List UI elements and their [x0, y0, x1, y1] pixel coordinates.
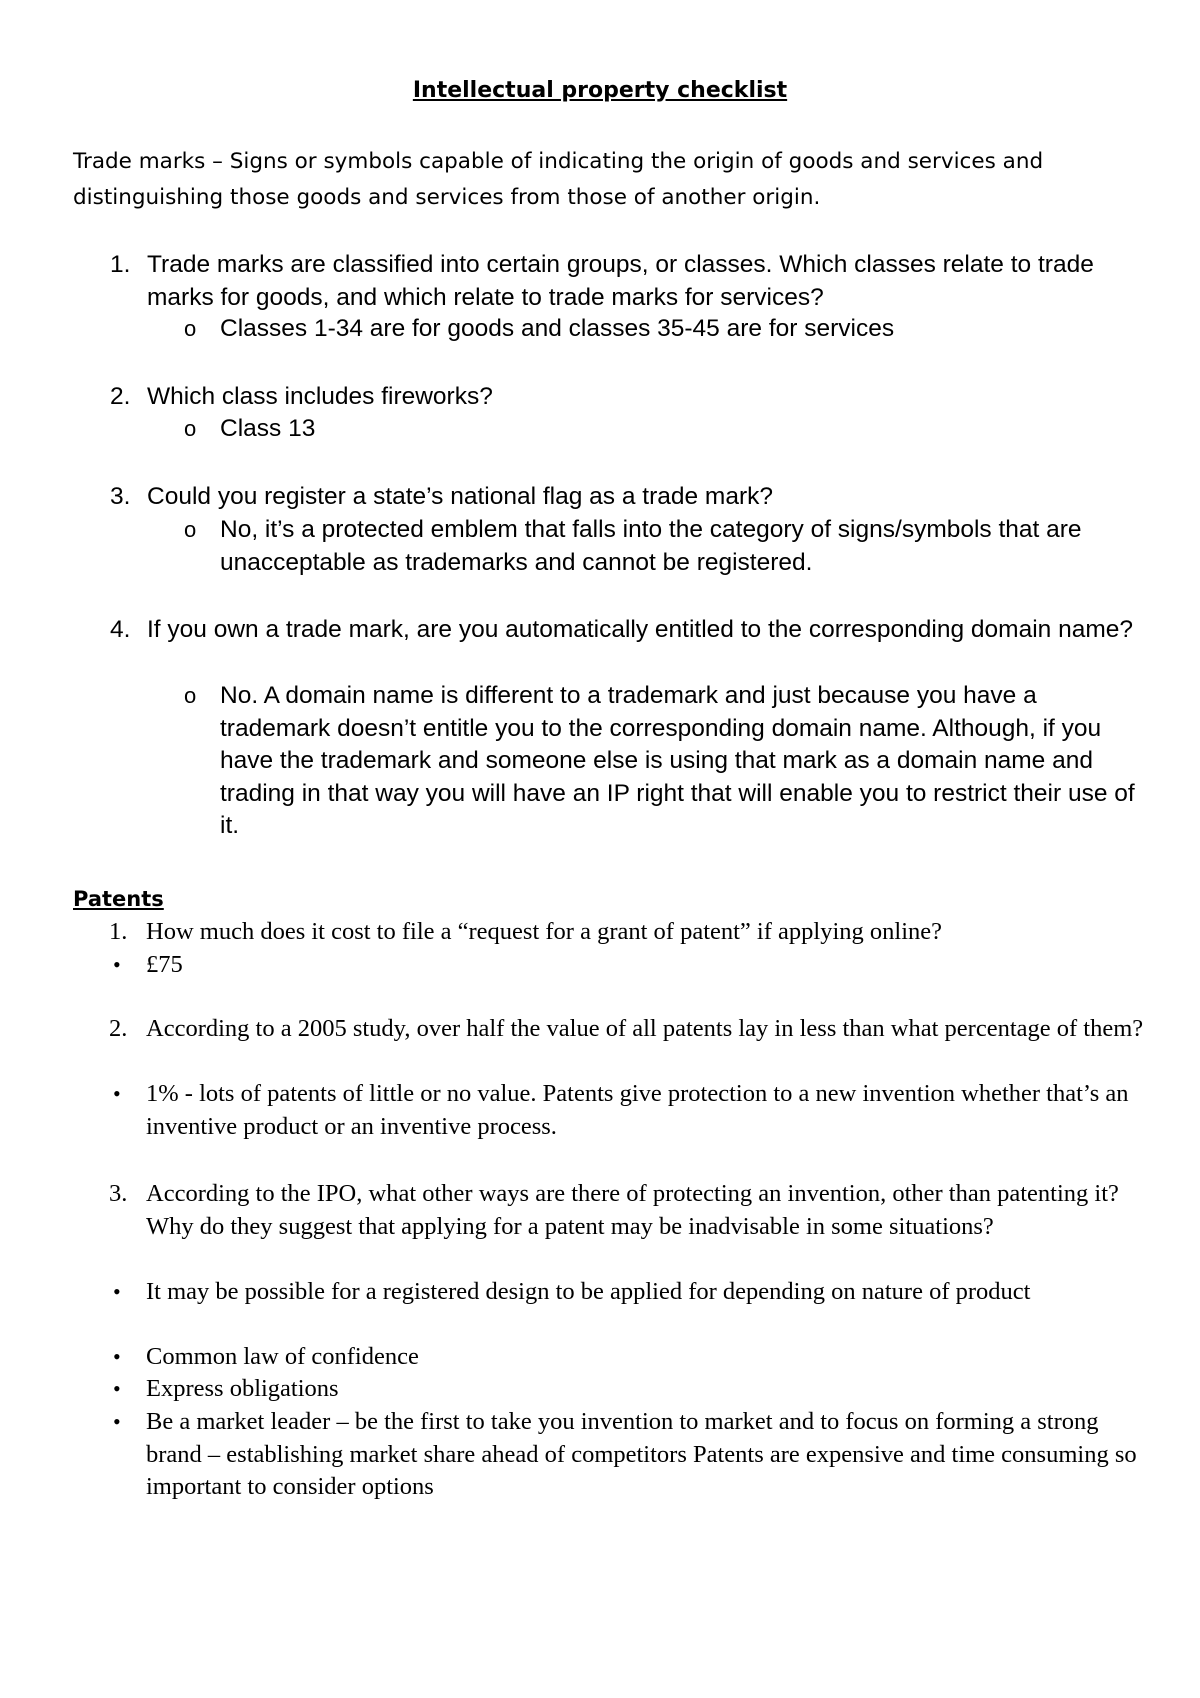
patent-bullet	[113, 1406, 1156, 1504]
bullet-icon: •	[113, 1081, 121, 1106]
tm-question-2	[110, 381, 1157, 414]
tm-answer-marker: o	[184, 517, 197, 542]
tm-answer-1	[184, 313, 1150, 346]
tm-answer-marker: o	[184, 683, 197, 708]
tm-question-4	[110, 614, 1157, 647]
patent-question-number: 3.	[109, 1180, 128, 1207]
tm-answer-marker: o	[184, 316, 197, 341]
tm-question-text: If you own a trade mark, are you automatically entitled to the corresponding domain name?	[147, 616, 1133, 643]
patent-bullet-text: 1% - lots of patents of little or no value. Patents give protection to a new invention whether that’s an inventive product or an inventive process.	[146, 1080, 1129, 1140]
tm-answer-text: Classes 1-34 are for goods and classes 35-45 are for services	[220, 315, 895, 342]
patent-bullet-text: It may be possible for a registered design to be applied for depending on nature of product	[146, 1278, 1031, 1305]
tm-question-text: Which class includes fireworks?	[147, 383, 493, 410]
tm-question-text: Could you register a state’s national flag as a trade mark?	[147, 483, 774, 510]
patent-question-2	[109, 1013, 1156, 1046]
patents-heading: Patents	[73, 887, 164, 911]
tm-question-number: 1.	[110, 251, 131, 278]
tm-question-number: 4.	[110, 616, 131, 643]
bullet-icon: •	[113, 1409, 121, 1434]
tm-question-number: 3.	[110, 483, 131, 510]
tm-question-text: Trade marks are classified into certain groups, or classes. Which classes relate to trade marks for goods, and which relate to trade marks for services?	[147, 251, 1094, 311]
patent-question-3	[109, 1178, 1156, 1243]
tm-answer-2	[184, 413, 1150, 446]
patent-bullet-text: Common law of confidence	[146, 1343, 419, 1370]
patent-bullet	[113, 1341, 1156, 1374]
patent-bullet	[113, 949, 1156, 982]
tm-question-1	[110, 249, 1157, 314]
tm-answer-text: No, it’s a protected emblem that falls into the category of signs/symbols that are unacceptable as trademarks and cannot be registered.	[220, 516, 1082, 576]
tm-answer-4	[184, 680, 1150, 843]
bullet-icon: •	[113, 1279, 121, 1304]
patent-question-text: According to the IPO, what other ways are there of protecting an invention, other than patenting it? Why do they suggest that applying for a patent may be inadvisable in some situations?	[146, 1180, 1119, 1240]
patent-bullet	[113, 1078, 1156, 1143]
tm-answer-marker: o	[184, 416, 197, 441]
trade-marks-intro: Trade marks – Signs or symbols capable of indicating the origin of goods and services and distinguishing those goods and services from those of another origin.	[73, 149, 1044, 210]
patent-question-number: 2.	[109, 1015, 128, 1042]
patent-bullet-text: Be a market leader – be the first to take you invention to market and to focus on forming a strong brand – establishing market share ahead of competitors Patents are expensive and time consuming so important to consider options	[146, 1408, 1137, 1500]
tm-question-number: 2.	[110, 383, 131, 410]
bullet-icon: •	[113, 1344, 121, 1369]
patent-bullet-text: Express obligations	[146, 1375, 339, 1402]
patent-bullet	[113, 1276, 1156, 1309]
tm-answer-text: No. A domain name is different to a trademark and just because you have a trademark doesn’t entitle you to the corresponding domain name. Although, if you have the trademark and someone else is using that mark as a domain name and trading in that way you will have an IP right that will enable you to restrict their use of it.	[220, 682, 1135, 839]
bullet-icon: •	[113, 1376, 121, 1401]
page-title: Intellectual property checklist	[412, 78, 788, 103]
patent-bullet-text: £75	[146, 951, 183, 978]
tm-question-3	[110, 481, 1157, 514]
patent-question-text: According to a 2005 study, over half the value of all patents lay in less than what percentage of them?	[146, 1015, 1144, 1042]
tm-answer-3	[184, 514, 1150, 579]
patent-question-number: 1.	[109, 918, 128, 945]
patent-question-text: How much does it cost to file a “request for a grant of patent” if applying online?	[146, 918, 942, 945]
bullet-icon: •	[113, 952, 121, 977]
patent-bullet	[113, 1373, 1156, 1406]
patent-question-1	[109, 916, 1156, 949]
tm-answer-text: Class 13	[220, 415, 316, 442]
